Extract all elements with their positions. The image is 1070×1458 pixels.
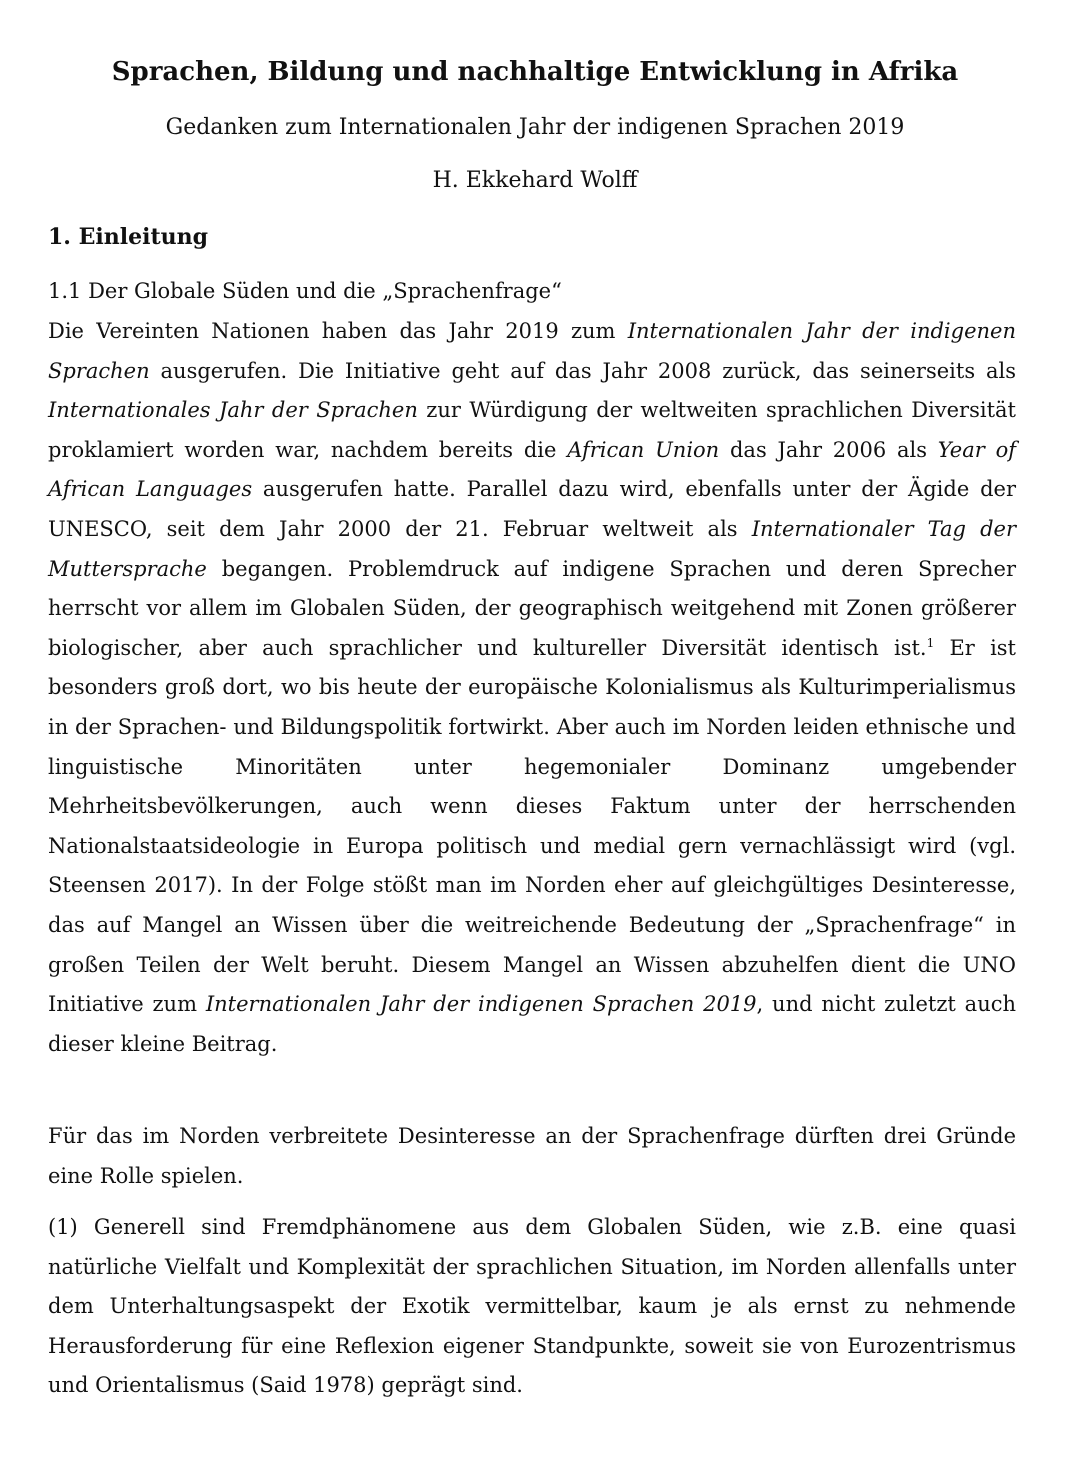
paragraph-intro-text-6: begangen. Problemdruck auf indigene Sprachen und deren Sprecher herrscht vor allem im Globalen Süden, der geographisch weitgehend mit Zonen größerer biologischer, aber auch sprachlicher und kultureller Diversität identisch ist. xyxy=(48,556,1016,660)
paragraph-intro-text-2: ausgerufen. Die Initiative geht auf das Jahr 2008 zurück, das seinerseits als xyxy=(149,358,1016,383)
subsection-heading: 1.1 Der Globale Süden und die „Sprachenfrage“ xyxy=(48,279,562,303)
paragraph-intro-text-7: Er ist besonders groß dort, wo bis heute der europäische Kolonialismus als Kulturimperialismus in der Sprachen- und Bildungspolitik fortwirkt. Aber auch im Norden leiden ethnische und linguistische Minoritäten unter hegemonialer Dominanz umgebender Mehrheitsbevölkerungen, auch wenn dieses Faktum unter der herrschenden Nationalstaatsideologie in Europa politisch und medial gern vernachlässigt wird (vgl. Steensen 2017). In der Folge stößt man im Norden eher auf gleichgültiges Desinteresse, das auf Mangel an Wissen über die weitreichende Bedeutung der „Sprachenfrage“ in großen Teilen der Welt beruht. Diesem Mangel an Wissen abzuhelfen dient die UNO Initiative zum xyxy=(48,635,1016,1017)
paragraph-reason-1: (1) Generell sind Fremdphänomene aus dem Globalen Süden, wie z.B. eine quasi natürliche Vielfalt und Komplexität der sprachlichen Situation, im Norden allenfalls unter dem Unterhaltungsaspekt der Exotik vermittelbar, kaum je als ernst zu nehmende Herausforderung für eine Reflexion eigener Standpunkte, soweit sie von Eurozentrismus und Orientalismus (Said 1978) geprägt sind. xyxy=(48,1215,1016,1398)
paragraph-reasons: Für das im Norden verbreitete Desinteresse an der Sprachenfrage dürften drei Gründe eine Rolle spielen. xyxy=(48,1124,1016,1188)
paragraph-intro-text-4: das Jahr 2006 als xyxy=(719,437,938,462)
document-title: Sprachen, Bildung und nachhaltige Entwicklung in Afrika xyxy=(111,57,959,87)
italic-term-african-union: African Union xyxy=(567,437,720,462)
italic-term-jahr-indigenen-sprachen-2019: Internationalen Jahr der indigenen Sprachen 2019 xyxy=(205,992,757,1017)
paragraph-intro xyxy=(48,312,1016,1064)
italic-term-jahr-der-sprachen: Internationales Jahr der Sprachen xyxy=(48,398,418,423)
section-heading: 1. Einleitung xyxy=(48,224,208,250)
paragraph-intro-text-3: zur Würdigung der weltweiten sprachlichen Diversität proklamiert worden war, nachdem bereits die xyxy=(48,398,1016,462)
document-subtitle: Gedanken zum Internationalen Jahr der indigenen Sprachen 2019 xyxy=(165,115,905,140)
paragraph-intro-text-5: ausgerufen hatte. Parallel dazu wird, ebenfalls unter der Ägide der UNESCO, seit dem Jahr 2000 der 21. Februar weltweit als xyxy=(48,477,1016,541)
italic-term-jahr-indigenen-sprachen: Internationalen Jahr der indigenen Sprachen xyxy=(48,319,1016,383)
italic-term-year-african-languages: Year of African Languages xyxy=(48,437,1016,502)
author-name: H. Ekkehard Wolff xyxy=(432,168,638,193)
italic-term-tag-muttersprache: Internationaler Tag der Muttersprache xyxy=(48,516,1016,581)
paragraph-intro-text-8: , und nicht zuletzt auch dieser kleine Beitrag. xyxy=(48,992,1017,1056)
paragraph-intro-text-1: Die Vereinten Nationen haben das Jahr 2019 zum xyxy=(48,319,628,343)
footnote-marker[interactable]: 1 xyxy=(926,635,935,650)
